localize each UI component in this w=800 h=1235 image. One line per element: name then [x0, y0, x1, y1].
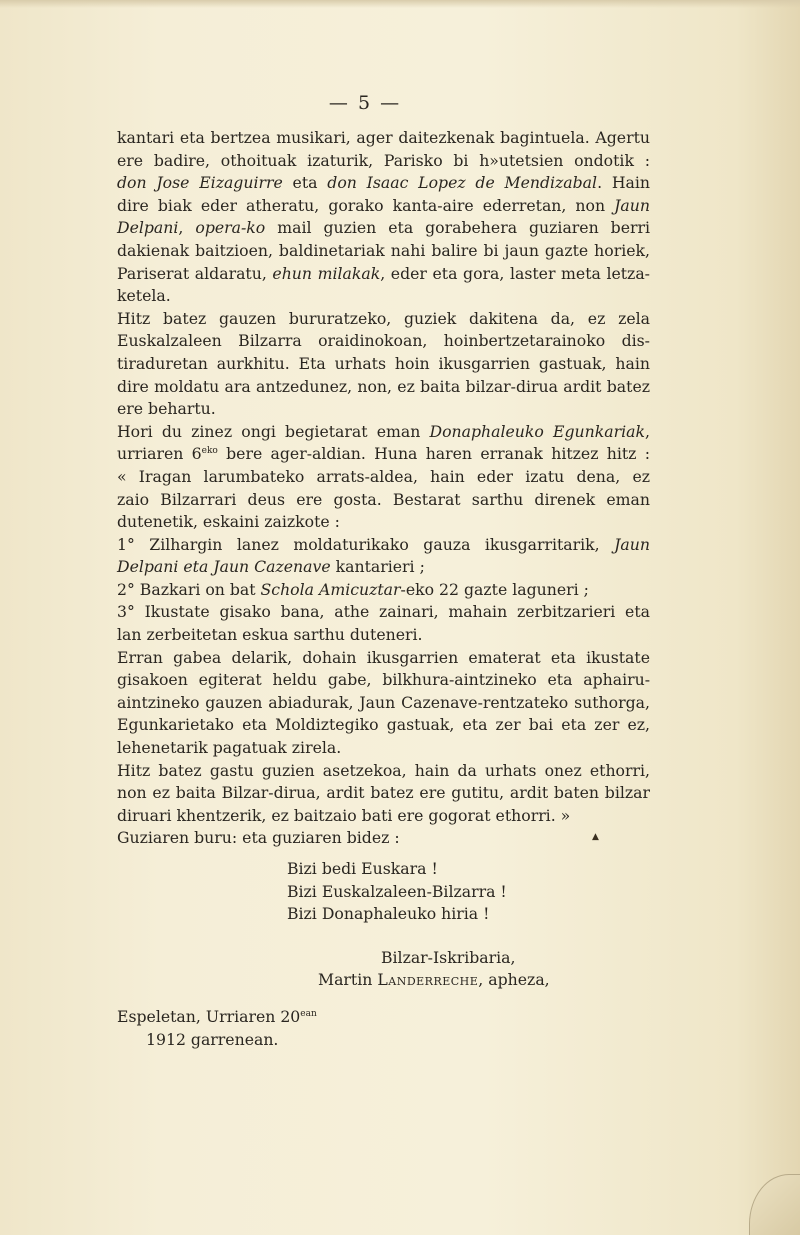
text-run: 3° Ikustate gisako bana, athe zainari, mahain zerbitzarieri eta [117, 602, 650, 622]
text-run: zaio Bilzarrari deus ere gosta. Bestarat sarthu direnek eman [117, 489, 650, 509]
text-line [117, 150, 650, 173]
italic-run: don Jose Eizaguirre [117, 173, 283, 193]
superscript-run: eko [201, 446, 218, 457]
text-run: , eder eta gora, laster meta letza- [380, 263, 650, 283]
text-line [117, 601, 650, 624]
text-line [117, 127, 650, 150]
page-number: — 5 — [328, 92, 402, 114]
text-run: aintzineko gauzen abiadurak, Jaun Cazenave-rentzateko suthorga, [117, 692, 650, 712]
text-line [117, 511, 650, 534]
text-line [117, 579, 650, 602]
text-line [117, 692, 650, 715]
ink-mark: ▲ [592, 832, 599, 842]
signature-prefix: Martin [318, 970, 378, 989]
text-run: mail guzien eta gorabehera guziaren berri [265, 218, 650, 238]
text-line [117, 285, 650, 308]
page-edge-shadow [0, 0, 800, 8]
text-line [117, 669, 650, 692]
text-line [117, 805, 650, 828]
date-line: 1912 garrenean. [146, 1029, 279, 1049]
text-run: lan zerbeitetan eskua sarthu duteneri. [117, 625, 423, 645]
text-line [117, 714, 650, 737]
text-line [117, 240, 650, 263]
text-run: Hitz batez gastu guzien asetzekoa, hain da urhats onez ethorri, [117, 760, 650, 780]
text-run: urriaren 6 [117, 444, 202, 464]
place-text: Espeletan, Urriaren 20 [117, 1007, 301, 1026]
text-line [117, 330, 650, 353]
italic-run: Jaun [614, 534, 650, 554]
text-run: dakienak baitzioen, baldinetariak nahi balire bi jaun gazte horiek, [117, 240, 650, 260]
text-line [117, 782, 650, 805]
place-superscript: ean [300, 1009, 317, 1019]
text-line [117, 489, 650, 512]
signature-title: Bilzar-Iskribaria, [381, 948, 516, 967]
place-date [117, 1006, 317, 1051]
text-line [117, 443, 650, 466]
italic-run: ehun milakak [272, 263, 381, 283]
text-run: dire moldatu ara antzedunez, non, ez baita bilzar-dirua ardit batez [117, 376, 650, 396]
text-run: Egunkarietako eta Moldiztegiko gastuak, eta zer bai eta zer ez, [117, 715, 650, 735]
text-run: kantari eta bertzea musikari, ager daitezkenak bagintuela. Agertu [117, 128, 650, 147]
text-run: -eko 22 gazte laguneri ; [400, 579, 589, 599]
text-run: ere badire, othoituak izaturik, Parisko bi h»utetsien ondotik : [117, 150, 650, 170]
text-run: Erran gabea delarik, dohain ikusgarrien ematerat eta ikustate [117, 647, 650, 667]
text-run: non ez baita Bilzar-dirua, ardit batez ere gutitu, ardit baten bilzar [117, 783, 650, 803]
text-run: Hitz batez gauzen bururatzeko, guziek dakitena da, ez zela [117, 308, 650, 328]
closing-line: Bizi Donaphaleuko hiria ! [287, 904, 490, 924]
text-line [117, 353, 650, 376]
closing-line: Bizi Euskalzaleen-Bilzarra ! [287, 881, 507, 901]
text-run: ere behartu. [117, 399, 216, 419]
text-line [117, 217, 650, 240]
text-line [117, 172, 650, 195]
italic-run: Jaun [614, 195, 650, 215]
signature-suffix: , apheza, [478, 970, 550, 989]
signature-surname: Landerreche [377, 970, 479, 989]
closing-acclamations [287, 858, 507, 926]
text-run: . Hain [597, 173, 650, 193]
body-text [117, 127, 650, 850]
text-run: gisakoen egiterat heldu gabe, bilkhura-aintzineko eta aphairu- [117, 670, 650, 690]
text-line [117, 263, 650, 286]
text-run: dire biak eder atheratu, gorako kanta-aire ederretan, non [117, 195, 615, 215]
italic-run: Delpani eta Jaun Cazenave [117, 557, 331, 577]
italic-run: Schola Amicuztar [260, 579, 401, 599]
italic-run: Donaphaleuko Egunkariak [429, 421, 645, 441]
text-run: Euskalzaleen Bilzarra oraidinokoan, hoinbertzetarainoko dis- [117, 331, 650, 351]
text-run: kantarieri ; [330, 557, 425, 577]
text-line [117, 624, 650, 647]
text-run: 1° Zilhargin lanez moldaturikako gauza ikusgarritarik, [117, 534, 615, 554]
text-line [117, 737, 650, 760]
text-line [117, 760, 650, 783]
text-line [117, 398, 650, 421]
text-run: , [178, 218, 196, 238]
text-line [117, 534, 650, 557]
italic-run: opera-ko [195, 218, 266, 238]
text-run: Guziaren buru: eta guziaren bidez : [117, 828, 400, 848]
text-run: « Iragan larumbateko arrats-aldea, hain eder izatu dena, ez [117, 466, 650, 486]
text-run: Hori du zinez ongi begietarat eman [117, 421, 430, 441]
text-line [117, 195, 650, 218]
text-line [117, 421, 650, 444]
folded-corner [749, 1174, 800, 1235]
text-line [117, 827, 650, 850]
text-run: dutenetik, eskaini zaizkote : [117, 512, 340, 532]
text-run: bere ager-aldian. Huna haren erranak hitzez hitz : [217, 444, 651, 464]
italic-run: don Isaac Lopez de Mendizabal [327, 173, 598, 193]
signature-name [318, 969, 550, 992]
text-line [117, 376, 650, 399]
text-run: ketela. [117, 286, 171, 306]
text-line [117, 466, 650, 489]
italic-run: Delpani [117, 218, 179, 238]
closing-line: Bizi bedi Euskara ! [287, 859, 438, 878]
text-line [117, 556, 650, 579]
text-line [117, 647, 650, 670]
text-run: tiraduretan aurkhitu. Eta urhats hoin ikusgarrien gastuak, hain [117, 353, 650, 373]
text-run: diruari khentzerik, ez baitzaio bati ere gogorat ethorri. » [117, 805, 571, 825]
text-run: , [644, 421, 650, 441]
text-run: eta [282, 173, 328, 193]
text-run: Pariserat aldaratu, [117, 263, 273, 283]
text-line [117, 308, 650, 331]
place-line [117, 1006, 317, 1029]
text-run: lehenetarik pagatuak zirela. [117, 738, 342, 758]
text-run: 2° Bazkari on bat [117, 579, 261, 599]
